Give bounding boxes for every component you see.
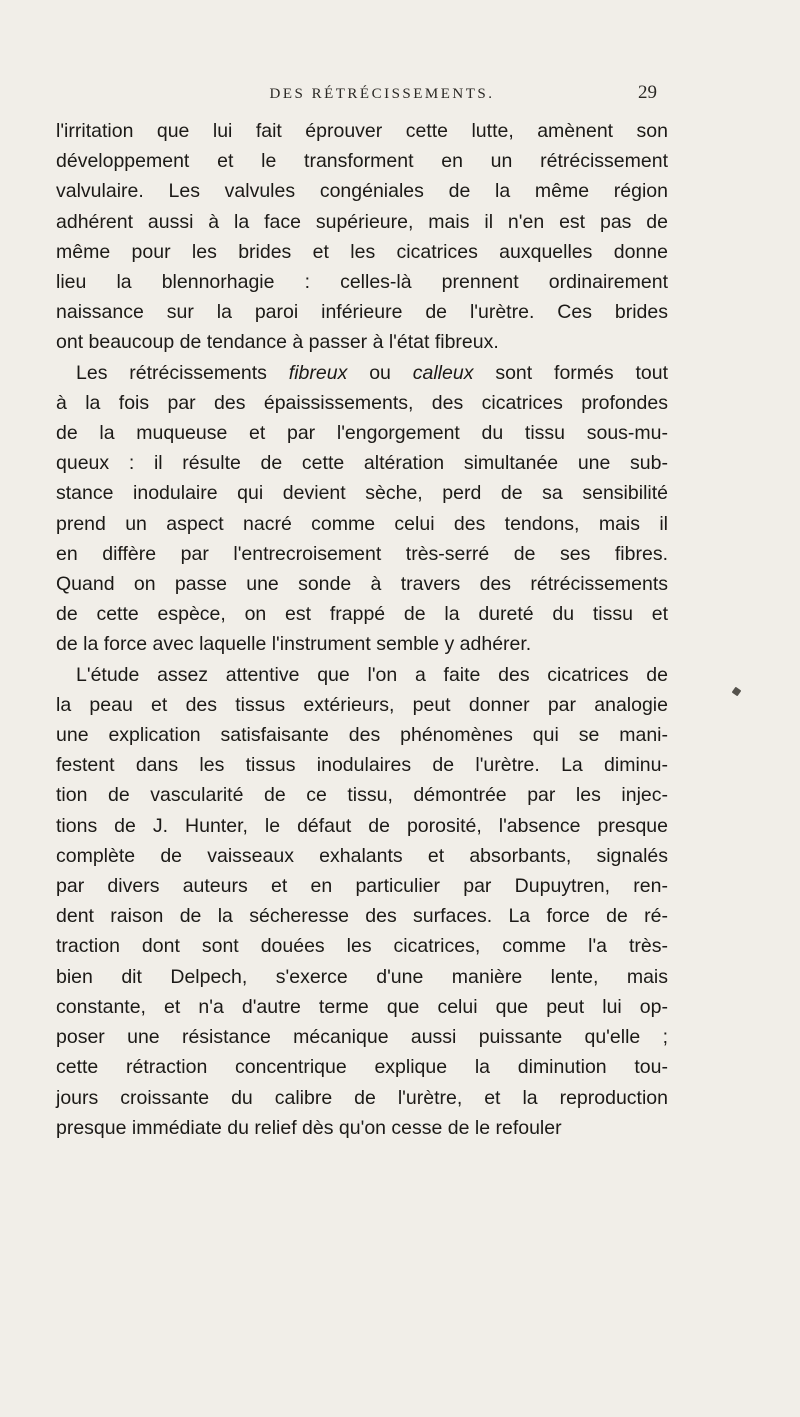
text-line: complète de vaisseaux exhalants et absorbants, signalés bbox=[56, 844, 668, 867]
text-line: Les rétrécissements fibreux ou calleux sont formés tout bbox=[76, 361, 669, 384]
text-line: L'étude assez attentive que l'on a faite des cicatrices de bbox=[76, 663, 668, 686]
text-line: naissance sur la paroi inférieure de l'urètre. Ces brides bbox=[56, 301, 668, 324]
text-line: dent raison de la sécheresse des surfaces. La force de ré- bbox=[56, 905, 668, 928]
text-line: poser une résistance mécanique aussi puissante qu'elle ; bbox=[56, 1026, 668, 1049]
body-text bbox=[56, 116, 668, 1143]
text-line: ont beaucoup de tendance à passer à l'état fibreux. bbox=[56, 331, 499, 354]
text-line: tion de vascularité de ce tissu, démontrée par les injec- bbox=[56, 784, 668, 807]
text-line: à la fois par des épaississements, des cicatrices profondes bbox=[56, 391, 668, 414]
text-line: en diffère par l'entrecroisement très-serré de ses fibres. bbox=[56, 542, 668, 565]
text-line: de la force avec laquelle l'instrument semble y adhérer. bbox=[56, 633, 532, 656]
text-line: festent dans les tissus inodulaires de l'urètre. La diminu- bbox=[56, 754, 668, 777]
italic-term: calleux bbox=[412, 361, 474, 384]
text-line: développement et le transforment en un rétrécissement bbox=[56, 150, 668, 173]
text-line: même pour les brides et les cicatrices auxquelles donne bbox=[56, 240, 668, 263]
text-line: tions de J. Hunter, le défaut de porosité, l'absence presque bbox=[56, 814, 668, 837]
text-line: la peau et des tissus extérieurs, peut donner par analogie bbox=[56, 693, 668, 716]
text-line: adhérent aussi à la face supérieure, mais il n'en est pas de bbox=[56, 210, 668, 233]
italic-term: fibreux bbox=[288, 361, 348, 384]
text-line: l'irritation que lui fait éprouver cette lutte, amènent son bbox=[56, 120, 668, 142]
text-line: stance inodulaire qui devient sèche, perd de sa sensibilité bbox=[56, 482, 668, 505]
text-line: lieu la blennorhagie : celles-là prennent ordinairement bbox=[56, 271, 668, 294]
text-line: traction dont sont douées les cicatrices, comme l'a très- bbox=[56, 935, 668, 958]
stray-ink-mark bbox=[732, 687, 742, 697]
text-line: Quand on passe une sonde à travers des rétrécissements bbox=[56, 573, 668, 596]
text-line: de la muqueuse et par l'engorgement du tissu sous-mu- bbox=[56, 422, 668, 445]
text-line: cette rétraction concentrique explique la diminution tou- bbox=[56, 1056, 668, 1079]
text-line: presque immédiate du relief dès qu'on cesse de le refouler bbox=[56, 1116, 562, 1139]
text-line: par divers auteurs et en particulier par Dupuytren, ren- bbox=[56, 875, 668, 898]
text-line: jours croissante du calibre de l'urètre, et la reproduction bbox=[56, 1086, 668, 1109]
text-line: queux : il résulte de cette altération simultanée une sub- bbox=[56, 452, 668, 475]
text-line: bien dit Delpech, s'exerce d'une manière lente, mais bbox=[56, 965, 668, 988]
text-line: constante, et n'a d'autre terme que celui que peut lui op- bbox=[56, 995, 668, 1018]
text-line: valvulaire. Les valvules congéniales de la même région bbox=[56, 180, 668, 203]
page-number: 29 bbox=[638, 82, 657, 103]
running-head: DES RÉTRÉCISSEMENTS. bbox=[269, 86, 495, 102]
text-line: prend un aspect nacré comme celui des tendons, mais il bbox=[56, 512, 668, 535]
text-line: de cette espèce, on est frappé de la dureté du tissu et bbox=[56, 603, 668, 626]
text-line: une explication satisfaisante des phénomènes qui se mani- bbox=[56, 724, 668, 747]
